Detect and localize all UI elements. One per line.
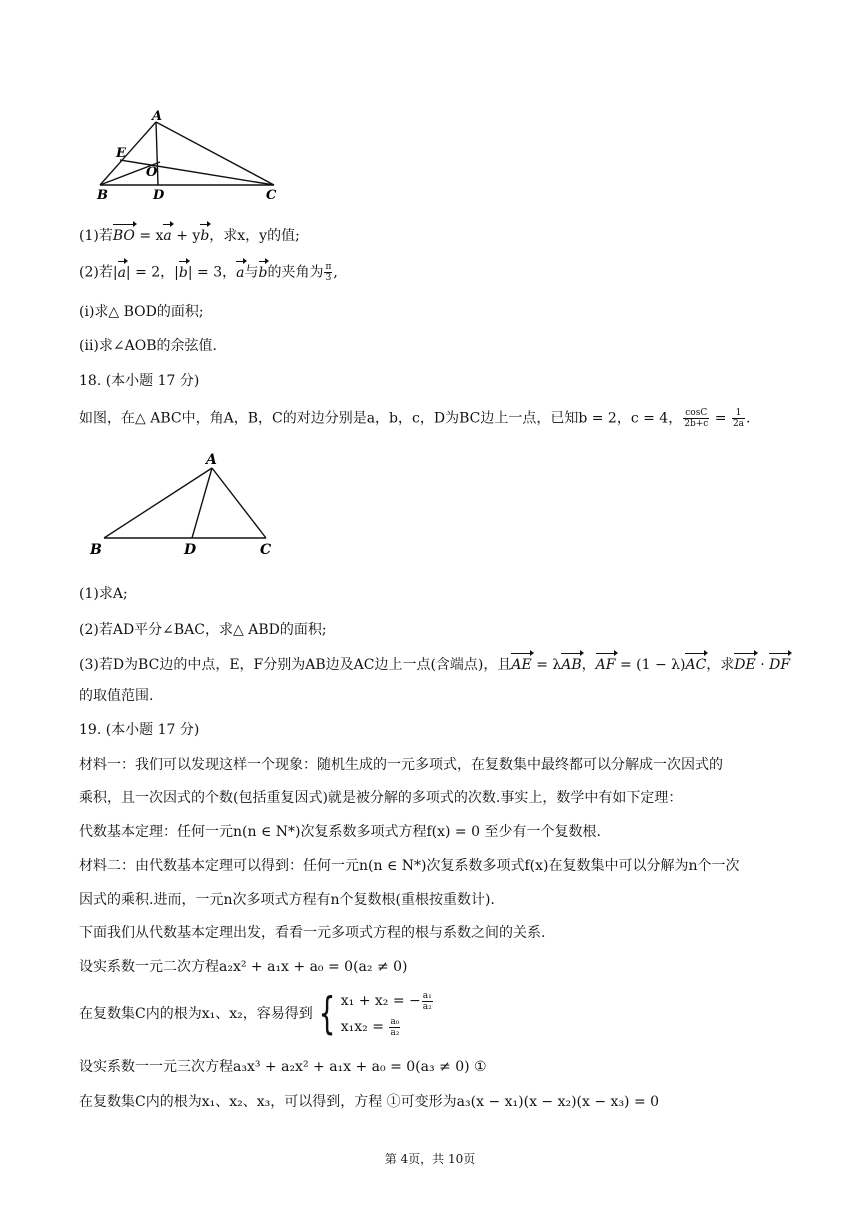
label-A: A [152,110,163,124]
q19-roots3: 在复数集C内的根为x₁、x₂、x₃，可以得到，方程 ①可变形为a₃(x − x₁)(x − x₂)(x − x₃) = 0 [79,1094,660,1110]
q18-part3-cont: 的取值范围. [79,688,154,704]
label-O: O [146,165,158,180]
q19-quadratic: 设实系数一元二次方程a₂x² + a₁x + a₀ = 0(a₂ ≠ 0) [79,959,408,975]
q19-material1-line2: 乘积，且一次因式的个数(包括重复因式)就是被分解的多项式的次数.事实上，数学中有如下定理： [79,790,683,806]
q17-part2: (2)若|a| = 2，|b| = 3，a与b的夹角为 $\frac{\pi}{3}$ , [79,262,338,283]
label-A: A [206,452,217,468]
q19-material1-line1: 材料一：我们可以发现这样一个现象：随机生成的一元多项式，在复数集中最终都可以分解成一次因式的 [79,757,723,773]
q19-material2-line1: 材料二：由代数基本定理可以得到：任何一元n(n ∈ N*)次复系数多项式f(x)在复数集中可以分解为n个一次 [79,858,740,874]
label-C: C [260,542,272,558]
q18-part1: (1)求A; [79,586,128,602]
q18-part2: (2)若AD平分∠BAC，求△ ABD的面积; [79,622,327,638]
label-B: B [90,542,102,558]
q19-header: 19. (本小题 17 分) [79,722,200,738]
q18-part3: (3)若D为BC边的中点，E，F分别为AB边及AC边上一点(含端点)，且AE = λAB，AF = (1 − λ)AC，求DE · DF [79,657,791,673]
page-footer: 第 4页，共 10页 [384,1152,476,1166]
q19-material2-line2: 因式的乘积.进而，一元n次多项式方程有n个复数根(重根按重数计). [79,892,495,908]
triangle-figure-2 [86,450,286,560]
label-E: E [116,146,126,161]
q18-intro: 如图，在△ ABC中，角A，B，C的对边分别是a，b，c，D为BC边上一点，已知b = 2，c = 4， $\frac{\cos C}{2b+c}$ = $\frac{1}{2a}$ . [79,408,751,429]
label-C: C [266,188,277,203]
q19-roots2: 在复数集C内的根为x₁、x₂，容易得到 { x₁ + x₂ = − $\frac{\text{a₁}}{\text{a₂}}$ x₁x₂ = $\frac{\text{a₀}}{\text{a₂}}$ [79,988,432,1039]
q17-part2-i: (i)求△ BOD的面积; [79,304,204,320]
q19-cubic: 设实系数一一元三次方程a₃x³ + a₂x² + a₁x + a₀ = 0(a₃ ≠ 0) ① [79,1059,487,1075]
triangle-figure-1 [90,110,290,205]
label-B: B [97,188,108,203]
q18-header: 18. (本小题 17 分) [79,373,200,389]
q17-part1: (1)若BO = xa + yb，求x，y的值; [79,228,300,244]
q19-next: 下面我们从代数基本定理出发，看看一元多项式方程的根与系数之间的关系. [79,925,546,941]
label-D: D [153,188,165,203]
label-D: D [184,542,197,558]
q17-part2-ii: (ii)求∠AOB的余弦值. [79,338,217,354]
q19-theorem: 代数基本定理：任何一元n(n ∈ N*)次复系数多项式方程f(x) = 0 至少有一个复数根. [79,824,601,840]
